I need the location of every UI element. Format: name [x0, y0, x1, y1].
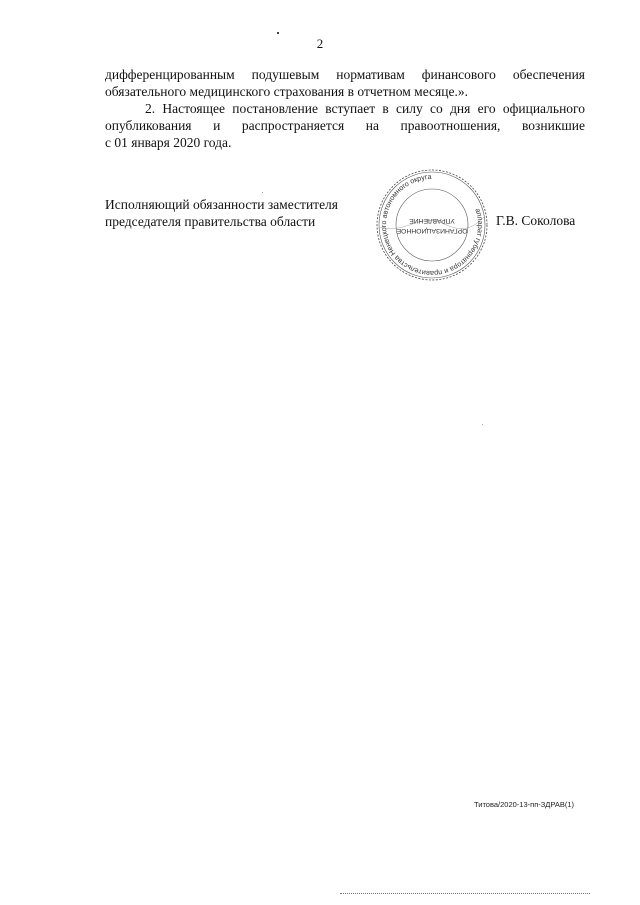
scan-dot-mark	[277, 32, 279, 34]
paragraph-line: опубликования и распространяется на правоотношения, возникшие	[105, 118, 585, 133]
scan-speck	[262, 192, 263, 193]
svg-text:аппарат губернатора и правител: аппарат губернатора и правительства Ненецкого автономного округа	[378, 171, 486, 279]
scan-speck	[482, 424, 483, 425]
paragraph-effective-date	[105, 100, 585, 151]
paragraph-line: дифференцированным подушевым нормативам финансового обеспечения	[105, 67, 585, 82]
signer-title	[105, 196, 338, 230]
paragraph-line: 2. Настоящее постановление вступает в силу со дня его официального	[145, 101, 585, 116]
paragraph-line: с 01 января 2020 года.	[105, 135, 232, 150]
signer-title-line: Исполняющий обязанности заместителя	[105, 197, 339, 212]
document-file-code: Титова/2020-13-пп-ЗДРАВ(1)	[474, 800, 575, 809]
scan-bottom-edge	[340, 893, 590, 895]
svg-text:УПРАВЛЕНИЕ: УПРАВЛЕНИЕ	[409, 217, 455, 224]
paragraph-line: обязательного медицинского страхования в отчетном месяце.».	[105, 84, 468, 99]
paragraph-continuation	[105, 66, 585, 100]
svg-text:ОРГАНИЗАЦИОННОЕ: ОРГАНИЗАЦИОННОЕ	[396, 227, 468, 234]
signer-name: Г.В. Соколова	[496, 213, 576, 228]
page-number: 2	[316, 36, 324, 51]
official-seal-stamp	[372, 165, 492, 285]
signer-title-line: председателя правительства области	[105, 214, 316, 229]
